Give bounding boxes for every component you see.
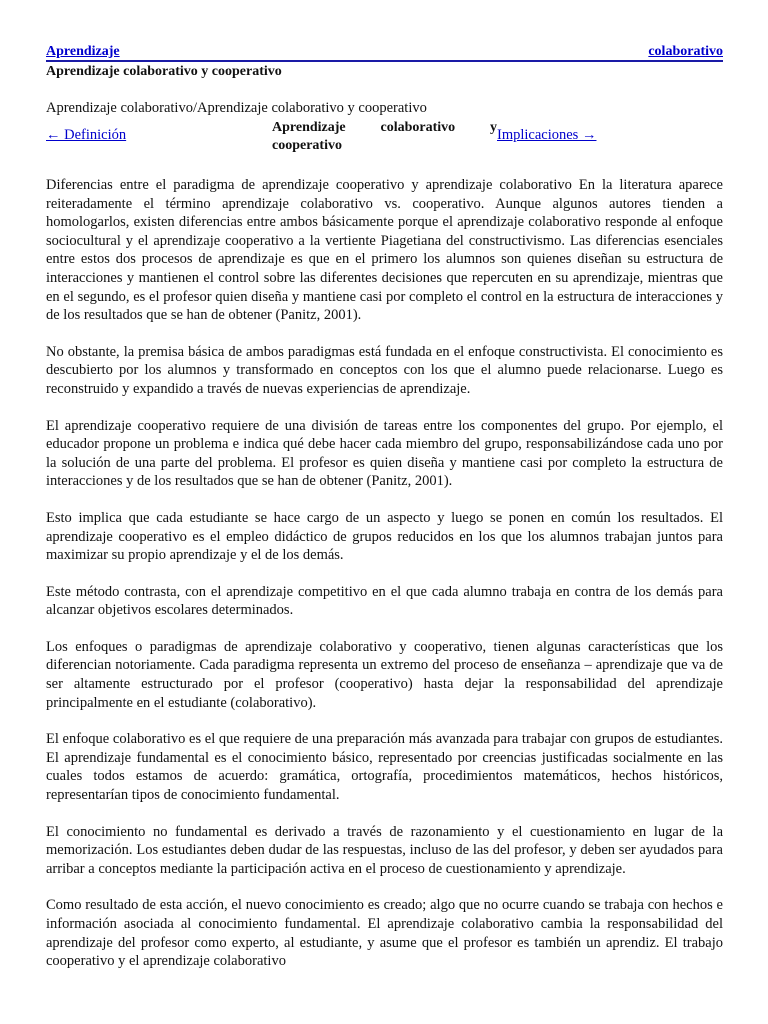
- paragraph: Como resultado de esta acción, el nuevo conocimiento es creado; algo que no ocurre cuando se trabaja con hechos e información asociada al conocimiento fundamental. El aprendizaje colaborativo cambia la responsabilidad del aprendizaje del profesor como experto, al estudiante, y asume que el profesor es también un aprendiz. El trabajo cooperativo y el aprendizaje colaborativo: [46, 897, 723, 970]
- header-link-aprendizaje[interactable]: Aprendizaje: [46, 44, 120, 59]
- paragraph: Los enfoques o paradigmas de aprendizaje colaborativo y cooperativo, tienen algunas características que los diferencian notoriamente. Cada paradigma representa un extremo del proceso de enseñanza – aprendizaje que va de ser altamente estructurado por el profesor (cooperativo) hasta dejar la responsabilidad del aprendizaje principalmente en el estudiante (colaborativo).: [46, 638, 723, 711]
- prev-chapter-link[interactable]: ← Definición: [46, 127, 127, 143]
- paragraph: El enfoque colaborativo es el que requiere de una preparación más avanzada para trabajar con grupos de estudiantes. El aprendizaje fundamental es el conocimiento básico, representado por creencias justificadas socialmente en las cuales todos estamos de acuerdo: gramática, ortografía, procedimientos matemáticos, hechos históricos, representarían tipos de conocimiento fundamental.: [46, 731, 723, 804]
- current-chapter-title: [272, 119, 497, 155]
- paragraph: El conocimiento no fundamental es derivado a través de razonamiento y el cuestionamiento en lugar de la memorización. Los estudiantes deben dudar de las respuestas, incluso de las del profesor, y deben ser ayudados para arribar a conceptos mediante la participación activa en el proceso de cuestionamiento y aprendizaje.: [46, 823, 723, 877]
- header-link-colaborativo[interactable]: colaborativo: [648, 44, 723, 59]
- next-chapter-link[interactable]: Implicaciones →: [497, 127, 597, 143]
- header-bar: [46, 44, 723, 62]
- page-title: Aprendizaje colaborativo y cooperativo: [46, 64, 282, 79]
- paragraph: Este método contrasta, con el aprendizaje competitivo en el que cada alumno trabaja en contra de los demás para alcanzar objetivos escolares determinados.: [46, 583, 723, 619]
- paragraph: Esto implica que cada estudiante se hace cargo de un aspecto y luego se ponen en común los resultados. El aprendizaje cooperativo es el empleo didáctico de grupos reducidos en los que los alumnos trabajan juntos para maximizar su propio aprendizaje y el de los demás.: [46, 509, 723, 564]
- paragraph: Diferencias entre el paradigma de aprendizaje cooperativo y aprendizaje colaborativo En la literatura aparece reiteradamente el término aprendizaje colaborativo vs. cooperativo. Aunque algunos autores tienden a homologarlos, existen diferencias entre ambos básicamente porque el aprendizaje colaborativo responde al enfoque sociocultural y el aprendizaje cooperativo a la vertiente Piagetiana del constructivismo. Las diferencias esenciales entre estos dos procesos de aprendizaje es que en el primero los alumnos son quienes diseñan su estructura de interacciones y mantienen el control sobre las diferentes decisiones que repercuten en su aprendizaje, mientras que en el segundo, es el profesor quien diseña y mantiene casi por completo el control en la estructura de interacciones y de los resultados que se han de obtener (Panitz, 2001).: [46, 177, 723, 324]
- paragraph: El aprendizaje cooperativo requiere de una división de tareas entre los componentes del grupo. Por ejemplo, el educador propone un problema e indica qué debe hacer cada miembro del grupo, responsabilizándose cada uno por la solución de una parte del problema. El profesor es quien diseña y mantiene casi por completo la estructura de interacciones y de los resultados que se han de obtener (Panitz, 2001).: [46, 417, 723, 490]
- breadcrumb: Aprendizaje colaborativo/Aprendizaje colaborativo y cooperativo: [46, 100, 427, 116]
- article-body: [46, 176, 723, 971]
- current-chapter-title-line1: Aprendizaje colaborativo y: [272, 120, 497, 135]
- paragraph: No obstante, la premisa básica de ambos paradigmas está fundada en el enfoque constructivista. El conocimiento es descubierto por los alumnos y transformado en conceptos con los que el alumno puede relacionarse. Luego es reconstruido y expandido a través de nuevas experiencias de aprendizaje.: [46, 343, 723, 397]
- current-chapter-title-line2: cooperativo: [272, 138, 342, 153]
- chapter-navigation: [46, 119, 723, 155]
